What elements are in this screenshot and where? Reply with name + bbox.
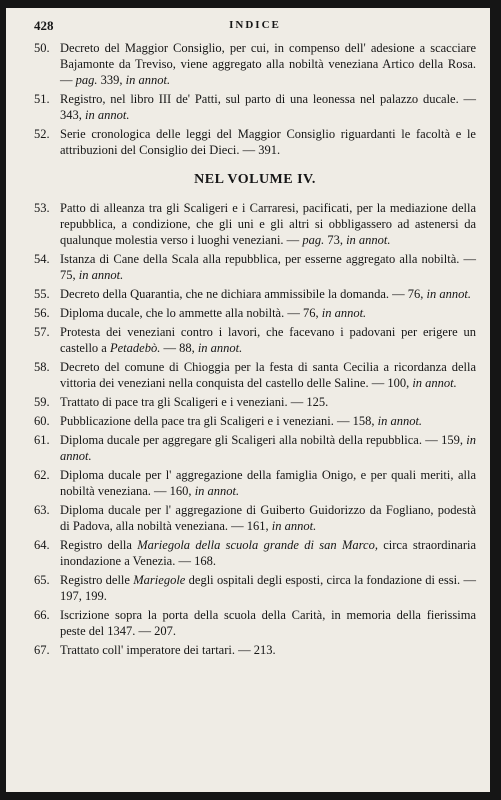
entry-text: Iscrizione sopra la porta della scuola della Carità, in memoria della fierissima peste del 1347. — 207. (60, 608, 476, 638)
index-entry (34, 40, 476, 88)
page-header (34, 18, 476, 40)
entry-text: Diploma ducale, che lo ammette alla nobiltà. — 76, (60, 306, 322, 320)
entry-text: Trattato coll' imperatore dei tartari. — 213. (60, 643, 276, 657)
book-page (6, 8, 490, 792)
entry-text-italic: in annot. (78, 268, 124, 282)
entry-text-italic: in annot. (194, 484, 240, 498)
index-entry (34, 642, 476, 658)
entry-number: 57. (34, 325, 50, 339)
entry-number: 52. (34, 127, 50, 141)
entry-number: 63. (34, 503, 50, 517)
index-entry (34, 91, 476, 123)
index-entries-volume-iii (34, 40, 476, 158)
index-entry (34, 607, 476, 639)
index-entry (34, 324, 476, 356)
entry-text: Trattato di pace tra gli Scaligeri e i veneziani. — 125. (60, 395, 329, 409)
entry-text: — 88, (160, 341, 198, 355)
entry-text: Registro delle (60, 573, 134, 587)
section-heading: NEL VOLUME IV. (194, 172, 316, 187)
entry-text-italic: Petadebò. (109, 341, 161, 355)
entry-text: Serie cronologica delle leggi del Maggior Consiglio riguardanti le facoltà e le attribuzioni del Consiglio dei Dieci. — 391. (60, 127, 476, 157)
index-entry (34, 359, 476, 391)
entry-number: 60. (34, 414, 50, 428)
entry-text: Registro, nel libro III de' Patti, sul parto di una leonessa nel palazzo ducale. — 343, (60, 92, 476, 122)
index-entry (34, 394, 476, 410)
entry-text-italic: in annot. (346, 233, 391, 247)
entry-text: Diploma ducale per l' aggregazione di Guiberto Guidorizzo da Fogliano, podestà di Padova, alla nobiltà veneziana. — 161, (60, 503, 476, 533)
entry-number: 62. (34, 468, 50, 482)
entry-text: circa straordinaria inondazione a Venezia. — 168. (60, 538, 476, 568)
page-number: 428 (34, 18, 54, 33)
entry-text-italic: in annot. (197, 341, 243, 355)
entry-number: 55. (34, 287, 50, 301)
index-entry (34, 286, 476, 302)
entry-text: Patto di alleanza tra gli Scaligeri e i Carraresi, pacificati, per la mediazione della repubblica, a condizione, che gli uni e gli altri si obbligassero ad astenersi da qualunque molestia verso i luoghi veneziani. — (60, 201, 476, 247)
entry-text: Decreto della Quarantia, che ne dichiara ammissibile la domanda. — 76, (60, 287, 427, 301)
entry-text: Istanza di Cane della Scala alla repubblica, per esserne aggregato alla nobiltà. — 75, (60, 252, 476, 282)
entry-text-italic: in annot. (125, 73, 171, 87)
index-entry (34, 432, 476, 464)
index-entry (34, 502, 476, 534)
entry-number: 51. (34, 92, 50, 106)
entry-text: Registro della (60, 538, 138, 552)
entry-text-italic: pag. (302, 233, 325, 247)
entry-text: Pubblicazione della pace tra gli Scaligeri e i veneziani. — 158, (60, 414, 378, 428)
entry-text: Protesta dei veneziani contro i lavori, che facevano i padovani per erigere un castello a (60, 325, 476, 355)
entry-number: 53. (34, 201, 50, 215)
index-entry (34, 200, 476, 248)
entry-text-italic: in annot. (321, 306, 367, 320)
entry-number: 61. (34, 433, 50, 447)
entry-text: Diploma ducale per l' aggregazione della famiglia Onigo, e per quali meriti, alla nobiltà veneziana. — 160, (60, 468, 476, 498)
entry-number: 50. (34, 41, 50, 55)
entry-text-italic: in annot. (85, 108, 130, 122)
index-entry (34, 251, 476, 283)
index-entry (34, 467, 476, 499)
entry-text-italic: in annot. (412, 376, 457, 390)
entry-number: 67. (34, 643, 50, 657)
index-entries-volume-iv (34, 200, 476, 658)
entry-number: 54. (34, 252, 50, 266)
entry-text: Decreto del comune di Chioggia per la festa di santa Cecilia a ricordanza della vittoria dei veneziani nella conquista del castello delle Saline. — 100, (60, 360, 476, 390)
entry-text: degli ospitali degli esposti, circa la fondazione di essi. — 197, 199. (60, 573, 476, 603)
index-entry (34, 537, 476, 569)
entry-number: 64. (34, 538, 50, 552)
index-entry (34, 126, 476, 158)
entry-text: 73, (324, 233, 347, 247)
running-title: INDICE (229, 19, 281, 31)
entry-number: 58. (34, 360, 50, 374)
index-entry (34, 305, 476, 321)
entry-text-italic: Mariegola della scuola grande di san Marco, (137, 538, 378, 552)
entry-text: 339, (97, 73, 126, 87)
entry-text: Decreto del Maggior Consiglio, per cui, in compenso dell' adesione a scacciare Bajamonte da Treviso, viene aggregato alla nobiltà veneziana Artico della Rosa. — (60, 41, 476, 87)
entry-number: 66. (34, 608, 50, 622)
index-entry (34, 413, 476, 429)
entry-text-italic: pag. (75, 73, 98, 87)
entry-number: 56. (34, 306, 50, 320)
index-entry (34, 572, 476, 604)
entry-text-italic: in annot. (271, 519, 317, 533)
entry-text-italic: in annot. (377, 414, 423, 428)
entry-number: 59. (34, 395, 50, 409)
entry-text-italic: Mariegole (133, 573, 186, 587)
entry-text: Diploma ducale per aggregare gli Scaligeri alla nobiltà della repubblica. — 159, (60, 433, 467, 447)
entry-number: 65. (34, 573, 50, 587)
entry-text-italic: in annot. (426, 287, 471, 301)
entry-text-italic: in annot. (60, 433, 476, 463)
